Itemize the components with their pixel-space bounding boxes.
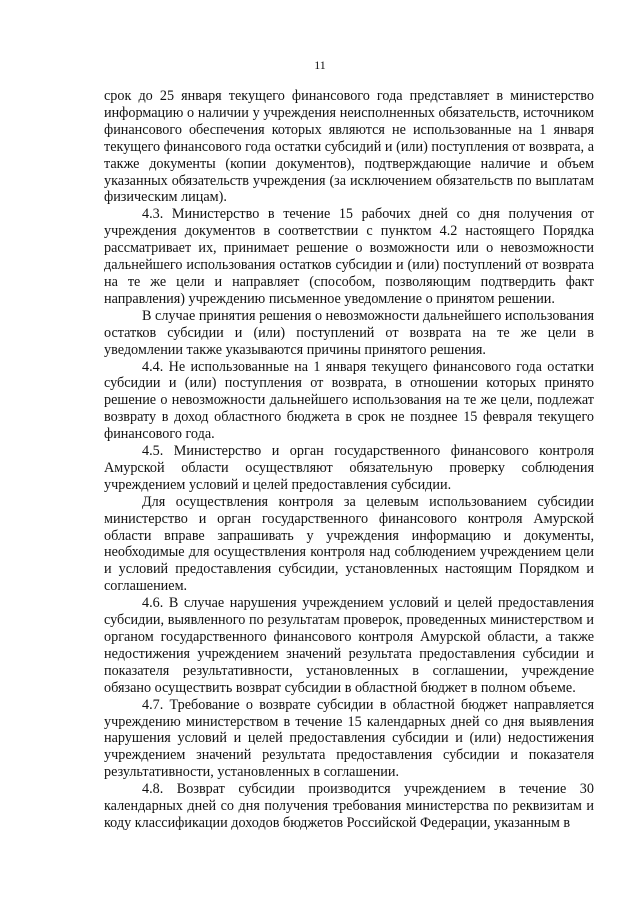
paragraph-4-6: 4.6. В случае нарушения учреждением условий и целей предоставления субсидии, выявленного по результатам проверок, проведенных министерством и органом государственного финансового контроля Амурской области, а также недостижения учреждением значений результата предоставления субсидии и показателя результативности, установленных в соглашении, учреждение обязано осуществить возврат субсидии в областной бюджет в полном объеме. bbox=[104, 595, 594, 696]
paragraph-continuation: срок до 25 января текущего финансового года представляет в министерство информацию о наличии у учреждения неисполненных обязательств, источником финансового обеспечения которых являются не использованные на 1 января текущего финансового года остатки субсидий и (или) поступления от возврата, а также документы (копии документов), подтверждающие наличие и объем указанных обязательств учреждения (за исключением обязательств по выплатам физическим лицам). bbox=[104, 88, 594, 206]
paragraph-4-7: 4.7. Требование о возврате субсидии в областной бюджет направляется учреждению министерством в течение 15 календарных дней со дня выявления нарушения условий и целей предоставления субсидии и (или) недостижения учреждением значений результата предоставления субсидии и показателя результативности, установленных в соглашении. bbox=[104, 696, 594, 781]
page-number: 11 bbox=[314, 58, 326, 72]
paragraph-4-3: 4.3. Министерство в течение 15 рабочих дней со дня получения от учреждения документов в соответствии с пунктом 4.2 настоящего Порядка рассматривает их, принимает решение о возможности или о невозможности дальнейшего использования остатков субсидии и (или) поступлений от возврата на те же цели и направляет (способом, позволяющим подтвердить факт направления) учреждению письменное уведомление о принятом решении. bbox=[104, 206, 594, 307]
paragraph-4-5-control: Для осуществления контроля за целевым использованием субсидии министерство и орган государственного финансового контроля Амурской области вправе запрашивать у учреждения информацию и документы, необходимые для осуществления контроля над соблюдением учреждением цели и условий предоставления субсидии, установленных настоящим Порядком и соглашением. bbox=[104, 493, 594, 595]
paragraph-4-4: 4.4. Не использованные на 1 января текущего финансового года остатки субсидии и (или) поступления от возврата, в отношении которых принято решение о невозможности дальнейшего использования на те же цели, подлежат возврату в доход областного бюджета в срок не позднее 15 февраля текущего финансового года. bbox=[104, 358, 594, 443]
paragraph-4-5: 4.5. Министерство и орган государственного финансового контроля Амурской области осуществляют обязательную проверку соблюдения учреждением условий и целей предоставления субсидии. bbox=[104, 443, 594, 493]
document-body bbox=[104, 88, 594, 832]
paragraph-4-8: 4.8. Возврат субсидии производится учреждением в течение 30 календарных дней со дня получения требования министерства по реквизитам и коду классификации доходов бюджетов Российской Федерации, указанным в bbox=[104, 781, 594, 831]
paragraph-4-3-case: В случае принятия решения о невозможности дальнейшего использования остатков субсидии и (или) поступлений от возврата на те же цели в уведомлении также указываются причины принятого решения. bbox=[104, 307, 594, 358]
